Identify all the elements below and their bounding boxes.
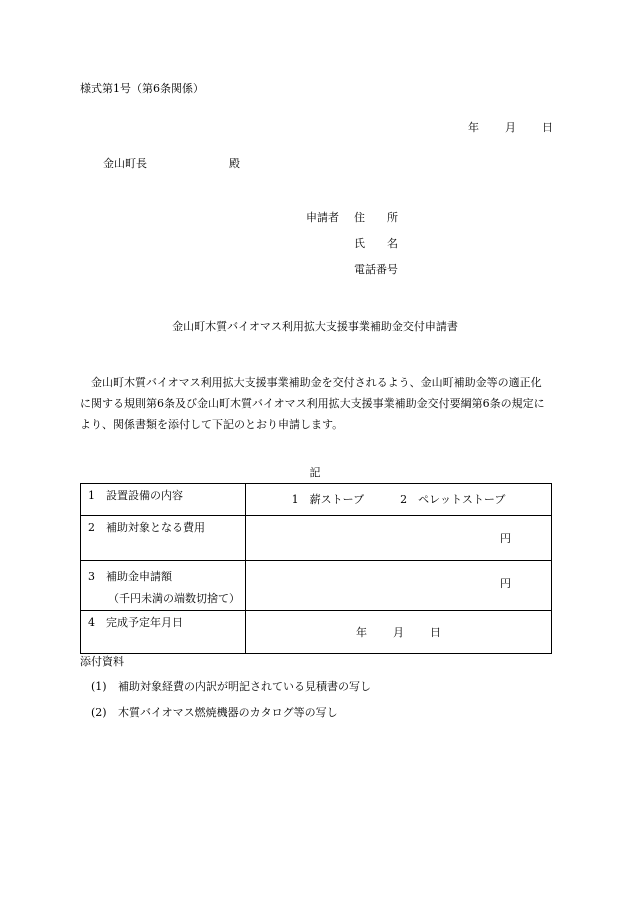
table-row-completion	[81, 611, 552, 654]
document-title: 金山町木質バイオマス利用拡大支援事業補助金交付申請書	[172, 320, 458, 333]
option-wood-stove[interactable]: 1 薪ストーブ	[291, 493, 365, 506]
phone-label: 電話番号	[354, 263, 398, 276]
ki-heading: 記	[309, 466, 321, 479]
date-month: 月	[505, 121, 516, 134]
option-pellet-stove[interactable]: 2 ペレットストーブ	[400, 493, 506, 506]
completion-label: 4 完成予定年月日	[88, 616, 183, 629]
submission-date	[468, 121, 553, 135]
table-row-cost	[81, 516, 552, 561]
name-label: 氏 名	[354, 237, 398, 250]
addressee	[103, 157, 240, 171]
addressee-honorific: 殿	[229, 157, 240, 170]
applicant-block	[306, 211, 414, 289]
form-number-label: 様式第1号（第6条関係）	[80, 82, 204, 95]
amount-note: （千円未満の端数切捨て）	[108, 592, 240, 605]
completion-month: 月	[393, 626, 404, 639]
amount-label: 3 補助金申請額	[88, 570, 172, 583]
date-day: 日	[542, 121, 553, 134]
applicant-prefix: 申請者	[306, 211, 339, 224]
attachment-item: (1) 補助対象経費の内訳が明記されている見積書の写し	[91, 680, 371, 693]
date-year: 年	[468, 121, 479, 134]
addressee-name: 金山町長	[103, 157, 147, 170]
amount-field[interactable]	[246, 561, 552, 611]
completion-date-field[interactable]	[246, 611, 552, 654]
completion-year: 年	[356, 626, 367, 639]
attachment-item: (2) 木質バイオマス燃焼機器のカタログ等の写し	[91, 706, 338, 719]
application-items-table	[80, 483, 552, 654]
completion-day: 日	[430, 626, 441, 639]
attachments-heading: 添付資料	[80, 655, 124, 668]
equipment-options	[246, 484, 551, 507]
application-body-text: 金山町木質バイオマス利用拡大支援事業補助金を交付されるよう、金山町補助金等の適正化に関する規則第6条及び金山町木質バイオマス利用拡大支援事業補助金交付要綱第6条の規定により、関係書類を添付して下記のとおり申請します。	[80, 376, 545, 431]
cost-label: 2 補助対象となる費用	[88, 521, 205, 534]
cost-field[interactable]	[246, 516, 552, 561]
table-row-equipment	[81, 484, 552, 516]
table-row-amount	[81, 561, 552, 611]
equipment-label: 1 設置設備の内容	[88, 489, 183, 502]
address-label: 住 所	[354, 211, 398, 224]
cost-unit: 円	[500, 532, 511, 545]
amount-unit: 円	[500, 577, 511, 590]
